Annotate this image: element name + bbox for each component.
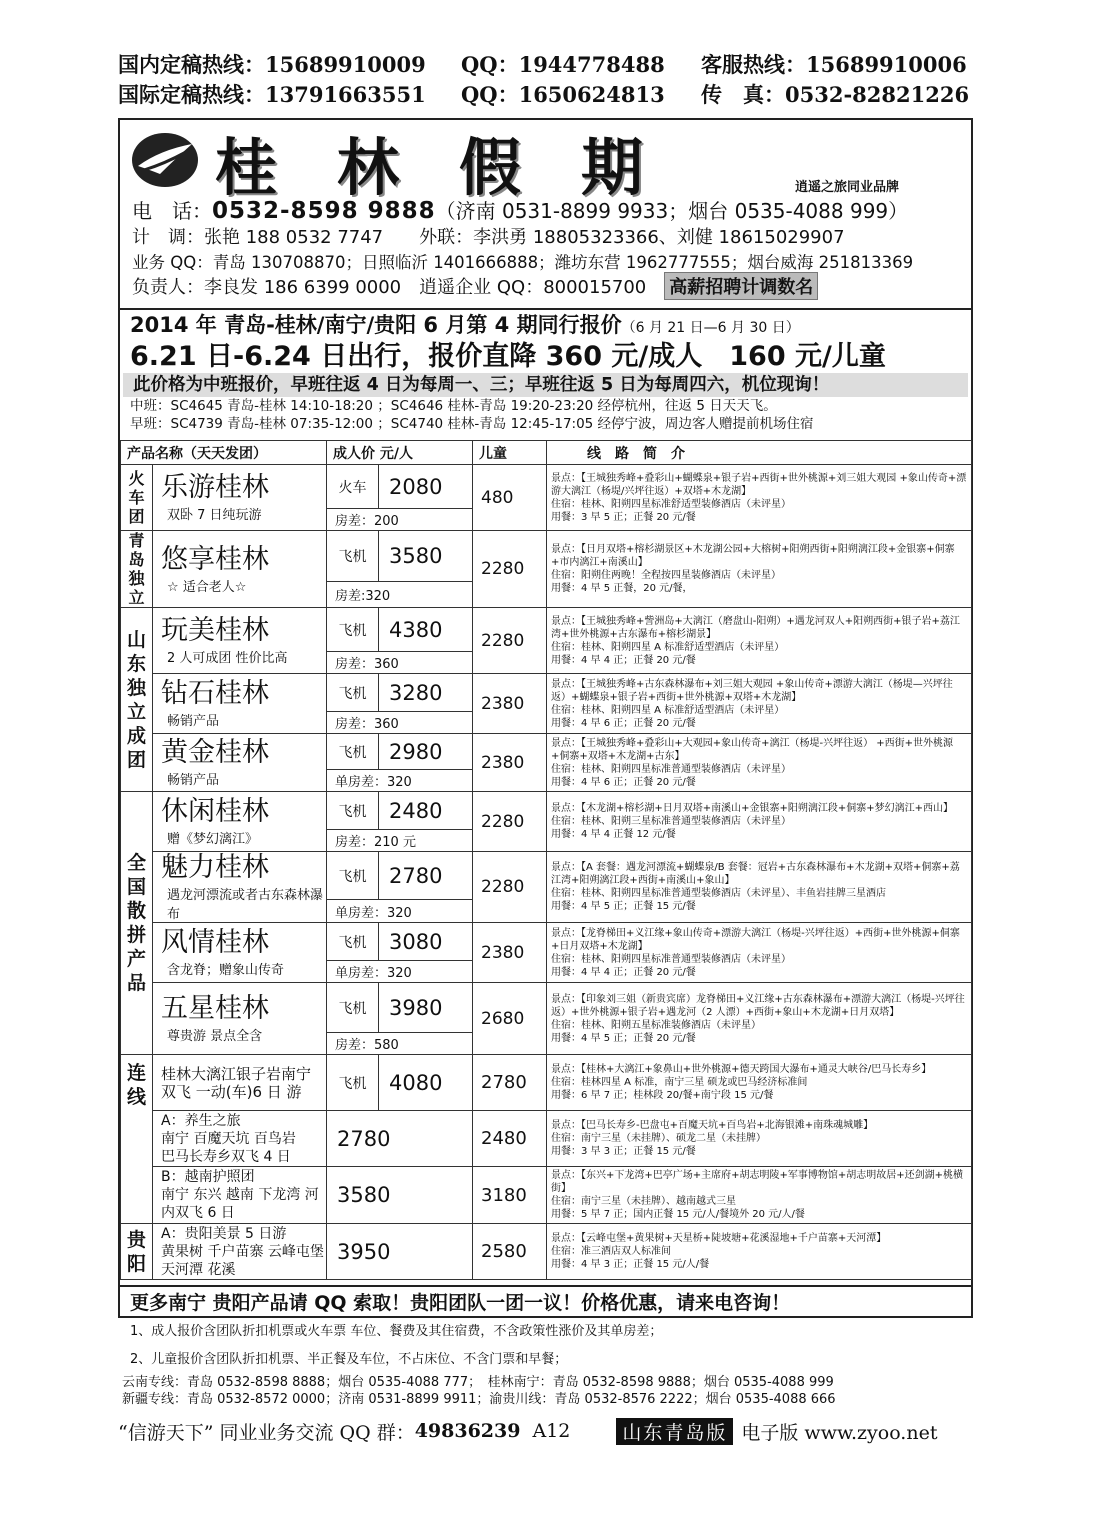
product-name: 玩美桂林 xyxy=(161,615,269,646)
note-child: 2、儿童报价含团队折扣机票、半正餐及车位，不占床位、不含门票和早餐； xyxy=(130,1352,568,1367)
note-adult: 1、成人报价含团队折扣机票或火车票 车位、餐费及其住宿费，不含政策性涨价及其单房差； xyxy=(130,1324,663,1339)
ad-frame xyxy=(118,118,973,1318)
other-lines xyxy=(118,1374,973,1406)
offer-section xyxy=(120,312,971,433)
fax: 传 真：0532-82821226 xyxy=(701,82,970,107)
product-name-cell xyxy=(153,983,327,1055)
bottom-bar xyxy=(118,1418,978,1444)
offer-title-text: 2014 年 青岛-桂林/南宁/贵阳 6 月第 4 期同行报价 xyxy=(130,313,622,337)
adult-price: 3950 xyxy=(327,1224,473,1280)
line-row xyxy=(121,1224,972,1280)
route-summary: 景点：【王城独秀峰+訾洲岛+大漓江（磨盘山-阳朔）+遇龙河双人+阳朔西街+银子岩+荔江湾+世外桃源+古东瀑布+榕杉湖景】 住宿：桂林、阳朔四星 A 标准舒适型酒店（未评星） 用餐：4 早 4 正；正餐 20 元/餐 xyxy=(547,608,972,674)
line-description: 桂林大漓江银子岩南宁 双飞 一动(车)6 日 游 xyxy=(153,1055,327,1111)
brand-name: 桂林假期 xyxy=(215,131,704,204)
notes xyxy=(118,1318,973,1406)
child-price: 2280 xyxy=(473,852,547,923)
transport-mode: 飞机 xyxy=(327,531,379,582)
product-row xyxy=(121,983,972,1033)
route-summary: 景点：【木龙湖+榕杉湖+日月双塔+南溪山+金银寨+阳朔漓江段+侗寨+梦幻漓江+西山】 住宿：桂林、阳朔三星标准普通型装修酒店（未评星） 用餐：4 早 4 正餐 12 元/餐 xyxy=(547,792,972,852)
route-summary: 景点：【桂林+大漓江+象鼻山+世外桃源+德天跨国大瀑布+通灵大峡谷/巴马长寿乡】 住宿：桂林四星 A 标准，南宁三星 硕龙或巴马经济标准间 用餐：6 早 7 正；桂林段 20/餐+南宁段 15 元/餐 xyxy=(547,1055,972,1111)
transport-mode: 飞机 xyxy=(327,792,379,830)
route-summary: 景点：【巴马长寿乡-巴盘屯+百魔天坑+百鸟岩+北海银滩+南珠魂城雕】 住宿：南宁三星（未挂牌）、硕龙二星（未挂牌） 用餐：3 早 3 正；正餐 15 元/餐 xyxy=(547,1111,972,1167)
footer-banner: 更多南宁 贵阳产品请 QQ 索取！贵阳团队一团一议！价格优惠，请来电咨询！ xyxy=(120,1285,971,1318)
category-guiyang: 贵阳 xyxy=(121,1224,153,1280)
header-child: 儿童 xyxy=(473,441,547,465)
adult-price: 2480 xyxy=(379,792,473,830)
transport-mode: 飞机 xyxy=(327,852,379,900)
intl-qq: QQ：1650624813 xyxy=(461,82,665,107)
adult-price: 3580 xyxy=(379,531,473,582)
service-hotline: 客服热线：15689910006 xyxy=(701,52,967,77)
product-name: 悠享桂林 xyxy=(161,543,269,575)
room-surcharge: 单房差：320 xyxy=(327,961,473,983)
planner-line: 计 调：张艳 188 0532 7747 外联：李洪勇 18805323366、刘健 18615029907 xyxy=(132,227,845,248)
flight-morning: 早班：SC4739 青岛-桂林 07:35-12:00 ；SC4740 桂林-青岛 12:45-17:05 经停宁波，周边客人赠提前机场住宿 xyxy=(130,416,814,432)
child-price: 2380 xyxy=(473,674,547,734)
adult-price: 2780 xyxy=(379,852,473,900)
route-summary: 景点：【东兴+下龙湾+巴亭广场+主席府+胡志明陵+军事博物馆+胡志明故居+还剑湖+桃横街】 住宿：南宁三星（未挂牌）、越南越式三星 用餐：5 早 7 正；国内正餐 15 元/人/餐境外 20 元/人/餐 xyxy=(547,1167,972,1224)
child-price: 2780 xyxy=(473,1055,547,1111)
child-price: 480 xyxy=(473,465,547,531)
product-row xyxy=(121,852,972,900)
hotlines xyxy=(118,50,978,110)
room-surcharge: 单房差：320 xyxy=(327,900,473,923)
brand-phone-line xyxy=(132,195,908,224)
product-subtitle: 畅销产品 xyxy=(167,714,220,729)
offer-price: 6.21 日-6.24 日出行，报价直降 360 元/成人 160 元/儿童 xyxy=(130,341,886,372)
domestic-qq: QQ：1944778488 xyxy=(461,52,665,77)
product-row xyxy=(121,734,972,770)
flight-midday: 中班：SC4645 青岛-桂林 14:10-18:20 ；SC4646 桂林-青岛 19:20-23:20 经停杭州，往返 5 日天天飞。 xyxy=(130,398,777,414)
adult-price: 3280 xyxy=(379,674,473,712)
manager-line xyxy=(132,272,818,300)
child-price: 2480 xyxy=(473,1111,547,1167)
product-row xyxy=(121,465,972,509)
transport-mode: 飞机 xyxy=(327,983,379,1033)
route-summary: 景点：【日月双塔+榕杉湖景区+木龙湖公园+大榕树+阳朔西街+阳朔漓江段+金银寨+侗寨+市内漓江+南溪山】 住宿：阳朔住两晚！全程按四星装修酒店（未评星） 用餐：4 早 5 正餐，20 元/餐， xyxy=(547,531,972,608)
product-name-cell xyxy=(153,608,327,674)
transport-mode: 飞机 xyxy=(327,923,379,961)
transport-mode: 火车 xyxy=(327,465,379,509)
business-qq-line: 业务 QQ：青岛 130708870；日照临沂 1401666888；潍坊东营 1962777555；烟台威海 251813369 xyxy=(132,253,914,272)
product-name-cell xyxy=(153,674,327,734)
intl-hotline: 国际定稿热线：13791663551 xyxy=(118,82,426,107)
product-row xyxy=(121,923,972,961)
product-name: 五星桂林 xyxy=(161,993,269,1024)
child-price: 2680 xyxy=(473,983,547,1055)
room-surcharge: 单房差：320 xyxy=(327,770,473,792)
room-surcharge: 房差:320 xyxy=(327,582,473,608)
brand-slogan: 逍遥之旅同业品牌 xyxy=(795,180,900,195)
website: 电子版 www.zyoo.net xyxy=(741,1421,938,1444)
qq-group-label: “信游天下” 同业业务交流 QQ 群： xyxy=(118,1421,415,1444)
product-subtitle: 2 人可成团 性价比高 xyxy=(167,651,288,666)
line-description: A：养生之旅 南宁 百魔天坑 百鸟岩 巴马长寿乡双飞 4 日 xyxy=(153,1111,327,1167)
category-lianxian: 连线 xyxy=(121,1055,153,1224)
room-surcharge: 房差：360 xyxy=(327,712,473,734)
recruit-badge: 高薪招聘计调数名 xyxy=(664,272,818,300)
other-phones: （济南 0531-8899 9933；烟台 0535-4088 999） xyxy=(435,199,909,223)
child-price: 2280 xyxy=(473,531,547,608)
header-name: 产品名称（天天发团） xyxy=(121,441,327,465)
transport-mode: 飞机 xyxy=(327,734,379,770)
route-summary: 景点：【印象刘三姐（新贵宾席）龙脊梯田+义江缘+古东森林瀑布+漂游大漓江（杨堤-兴坪往返）+世外桃源+银子岩+遇龙河（2 人漂）+西街+象山+木龙湖+日月双塔】 住宿：桂林、阳朔五星标准装修酒店（未评星） 用餐：4 早 5 正；正餐 20 元/餐 xyxy=(547,983,972,1055)
product-name-cell xyxy=(153,531,327,608)
manager-text: 负责人：李良发 186 6399 0000 逍遥企业 QQ：800015700 xyxy=(132,277,647,298)
room-surcharge: 房差：210 元 xyxy=(327,830,473,852)
line-row xyxy=(121,1167,972,1224)
room-surcharge: 房差：200 xyxy=(327,509,473,531)
line-row xyxy=(121,1111,972,1167)
line-description: A：贵阳美景 5 日游 黄果树 千户苗寨 云峰屯堡 天河潭 花溪 xyxy=(153,1224,327,1280)
product-rows xyxy=(121,465,972,1055)
transport-mode: 飞机 xyxy=(327,1055,379,1111)
product-name-cell xyxy=(153,734,327,792)
offer-period: （6 月 21 日—6 月 30 日） xyxy=(621,320,800,336)
product-name: 休闲桂林 xyxy=(161,796,269,827)
product-name-cell xyxy=(153,792,327,852)
product-subtitle: 含龙脊；赠象山传奇 xyxy=(167,963,285,978)
category-train: 火车团 xyxy=(121,465,153,531)
route-summary: 景点：【云峰屯堡+黄果树+天星桥+陡坡塘+花溪湿地+千户苗寨+天河潭】 住宿：准三酒店双人标准间 用餐：4 早 3 正；正餐 15 元/人/餐 xyxy=(547,1224,972,1280)
product-name: 黄金桂林 xyxy=(161,737,269,768)
route-summary: 景点：【王城独秀峰+叠彩山+蝴蝶泉+银子岩+西街+世外桃源+刘三姐大观园 +象山传奇+漂游大漓江（杨堤/兴坪往返）+双塔+木龙湖】 住宿：桂林、阳朔四星标准舒适型装修酒店（未评星） 用餐：3 早 5 正；正餐 20 元/餐 xyxy=(547,465,972,531)
adult-price: 3080 xyxy=(379,923,473,961)
category-sd: 山东独立成团 xyxy=(121,608,153,792)
product-name: 魅力桂林 xyxy=(161,852,269,883)
adult-price: 4380 xyxy=(379,608,473,652)
adult-price: 3980 xyxy=(379,983,473,1033)
product-row xyxy=(121,608,972,652)
line-row xyxy=(121,1055,972,1111)
adult-price: 2780 xyxy=(327,1111,473,1167)
line-rows xyxy=(121,1055,972,1280)
page-number: A12 xyxy=(532,1420,571,1442)
qq-group-number: 49836239 xyxy=(414,1420,521,1442)
category-quanguo: 全国散拼产品 xyxy=(121,792,153,1055)
route-summary: 景点：【王城独秀峰+叠彩山+大观园+象山传奇+漓江（杨堤-兴坪往返） +西街+世外桃源+侗寨+双塔+木龙湖+古东】 住宿：桂林、阳朔四星标准普通型装修酒店（未评星） 用餐：4 早 6 正；正餐 20 元/餐 xyxy=(547,734,972,792)
product-row xyxy=(121,792,972,830)
product-name-cell xyxy=(153,465,327,531)
offer-title xyxy=(120,312,971,341)
product-row xyxy=(121,531,972,582)
transport-mode: 飞机 xyxy=(327,608,379,652)
child-price: 2380 xyxy=(473,923,547,983)
header-route: 线 路 简 介 xyxy=(547,441,972,465)
bird-logo-icon xyxy=(130,130,200,190)
room-surcharge: 房差：360 xyxy=(327,652,473,674)
product-subtitle: 赠《梦幻漓江》 xyxy=(167,832,259,847)
offer-note: 此价格为中班报价，早班往返 4 日为每周一、三；早班往返 5 日为每周四六，机位现询！ xyxy=(123,373,968,397)
product-name-cell xyxy=(153,852,327,923)
product-subtitle: 尊贵游 景点全含 xyxy=(167,1029,263,1044)
transport-mode: 飞机 xyxy=(327,674,379,712)
adult-price: 4080 xyxy=(379,1055,473,1111)
product-name-cell xyxy=(153,923,327,983)
domestic-hotline: 国内定稿热线：15689910009 xyxy=(118,52,426,77)
header-adult: 成人价 元/人 xyxy=(327,441,473,465)
brand-header xyxy=(120,120,971,310)
child-price: 2280 xyxy=(473,792,547,852)
xinjiang-line: 新疆专线：青岛 0532-8572 0000；济南 0531-8899 9911；渝贵川线：青岛 0532-8576 2222；烟台 0535-4088 666 xyxy=(122,1392,836,1406)
adult-price: 2980 xyxy=(379,734,473,770)
product-subtitle: 畅销产品 xyxy=(167,773,220,788)
product-name: 乐游桂林 xyxy=(161,472,269,503)
yunnan-line: 云南专线：青岛 0532-8598 8888；烟台 0535-4088 777； 桂林南宁：青岛 0532-8598 9888；烟台 0535-4088 999 xyxy=(122,1375,834,1390)
product-subtitle: ☆ 适合老人☆ xyxy=(167,579,247,595)
room-surcharge: 房差：580 xyxy=(327,1033,473,1055)
edition-tag: 山东青岛版 xyxy=(616,1418,733,1445)
child-price: 2280 xyxy=(473,608,547,674)
category-qd: 青岛独立 xyxy=(121,531,153,608)
product-subtitle: 双卧 7 日纯玩游 xyxy=(167,508,262,523)
product-subtitle: 遇龙河漂流或者古东森林瀑布 xyxy=(167,888,324,922)
product-name: 钻石桂林 xyxy=(161,678,269,709)
line-description: B：越南护照团 南宁 东兴 越南 下龙湾 河内双飞 6 日 xyxy=(153,1167,327,1224)
child-price: 2380 xyxy=(473,734,547,792)
product-row xyxy=(121,674,972,712)
product-table xyxy=(120,440,972,1280)
route-summary: 景点：【龙脊梯田+义江缘+象山传奇+漂游大漓江（杨堤-兴坪往返）+西街+世外桃源+侗寨+日月双塔+木龙湖】 住宿：桂林、阳朔四星标准普通型装修酒店（未评星） 用餐：4 早 4 正；正餐 20 元/餐 xyxy=(547,923,972,983)
main-phone: 0532-8598 9888 xyxy=(212,198,436,224)
route-summary: 景点：【A 套餐：遇龙河漂流+蝴蝶泉/B 套餐：冠岩+古东森林瀑布+木龙湖+双塔+侗寨+荔江湾+阳朔漓江段+西街+南溪山+象山】 住宿：桂林、阳朔四星标准普通型装修酒店（未评星）、丰鱼岩挂牌三星酒店 用餐：4 早 5 正；正餐 15 元/餐 xyxy=(547,852,972,923)
child-price: 3180 xyxy=(473,1167,547,1224)
route-summary: 景点：【王城独秀峰+古东森林瀑布+刘三姐大观园 +象山传奇+漂游大漓江（杨堤—兴坪往返）+蝴蝶泉+银子岩+西街+世外桃源+双塔+木龙湖】 住宿：桂林、阳朔四星 A 标准舒适型酒店（未评星） 用餐：4 早 6 正；正餐 20 元/餐 xyxy=(547,674,972,734)
adult-price: 2080 xyxy=(379,465,473,509)
adult-price: 3580 xyxy=(327,1167,473,1224)
phone-label: 电 话： xyxy=(132,199,212,223)
product-name: 风情桂林 xyxy=(161,927,269,958)
child-price: 2580 xyxy=(473,1224,547,1280)
